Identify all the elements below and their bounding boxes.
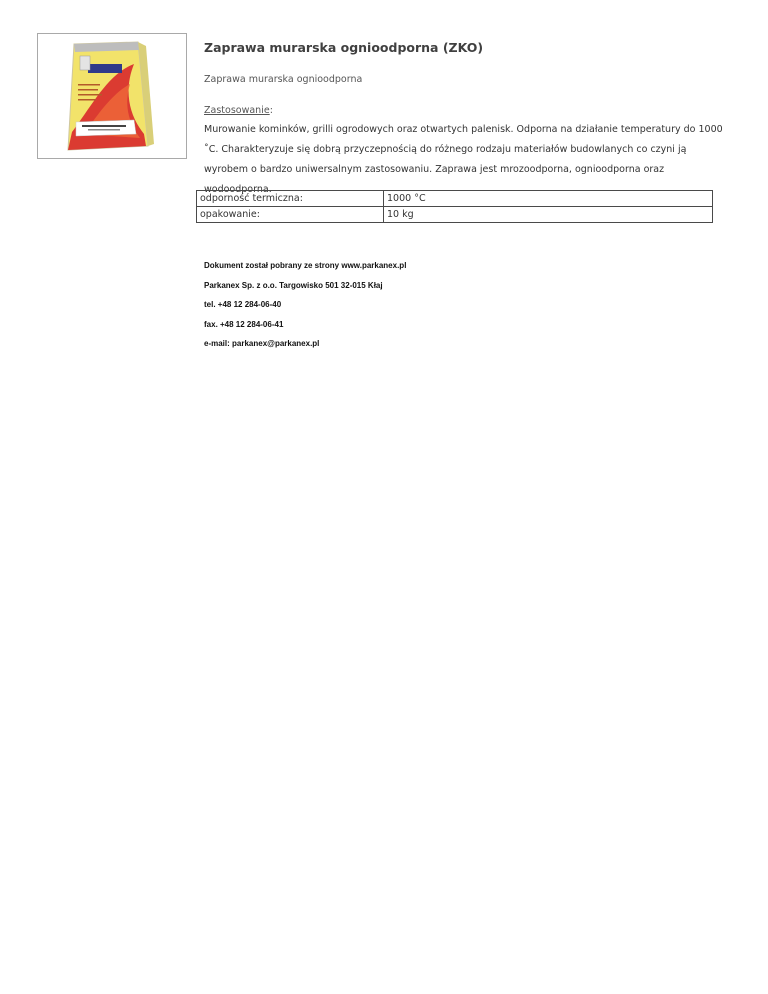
param-key: opakowanie: xyxy=(197,207,384,223)
product-description xyxy=(204,40,724,200)
usage-text: Murowanie kominków, grilli ogrodowych oraz otwartych palenisk. Odporna na działanie temperatury do 1000 ˚C. Charakteryzuje się dobrą przyczepnością do różnego rodzaju materiałów budowlanych co czyni ją wyrobem o bardzo uniwersalnym zastosowaniu. Zaprawa jest mrozoodporna, ognioodporna oraz wodoodporna. xyxy=(204,124,723,195)
parameters-table xyxy=(196,190,713,223)
usage-colon: : xyxy=(269,105,273,116)
param-key: odporność termiczna: xyxy=(197,191,384,207)
table-row xyxy=(197,207,713,223)
product-image xyxy=(37,33,187,159)
footer-email: e-mail: parkanex@parkanex.pl xyxy=(204,339,320,348)
usage-label: Zastosowanie xyxy=(204,105,270,116)
footer-fax: fax. +48 12 284-06-41 xyxy=(204,319,284,329)
param-value: 1000 °C xyxy=(384,191,713,207)
product-subtitle: Zaprawa murarska ognioodporna xyxy=(204,74,363,85)
footer-company: Parkanex Sp. z o.o. Targowisko 501 32-015 Kłaj xyxy=(204,280,383,290)
cement-bag-icon xyxy=(38,34,186,158)
footer-phone: tel. +48 12 284-06-40 xyxy=(204,300,282,309)
param-value: 10 kg xyxy=(384,207,713,223)
usage-heading xyxy=(204,104,724,117)
product-title: Zaprawa murarska ognioodporna (ZKO) xyxy=(204,40,484,55)
table-row xyxy=(197,191,713,207)
document-footer xyxy=(204,261,406,359)
footer-source: Dokument został pobrany ze strony www.parkanex.pl xyxy=(204,261,407,270)
